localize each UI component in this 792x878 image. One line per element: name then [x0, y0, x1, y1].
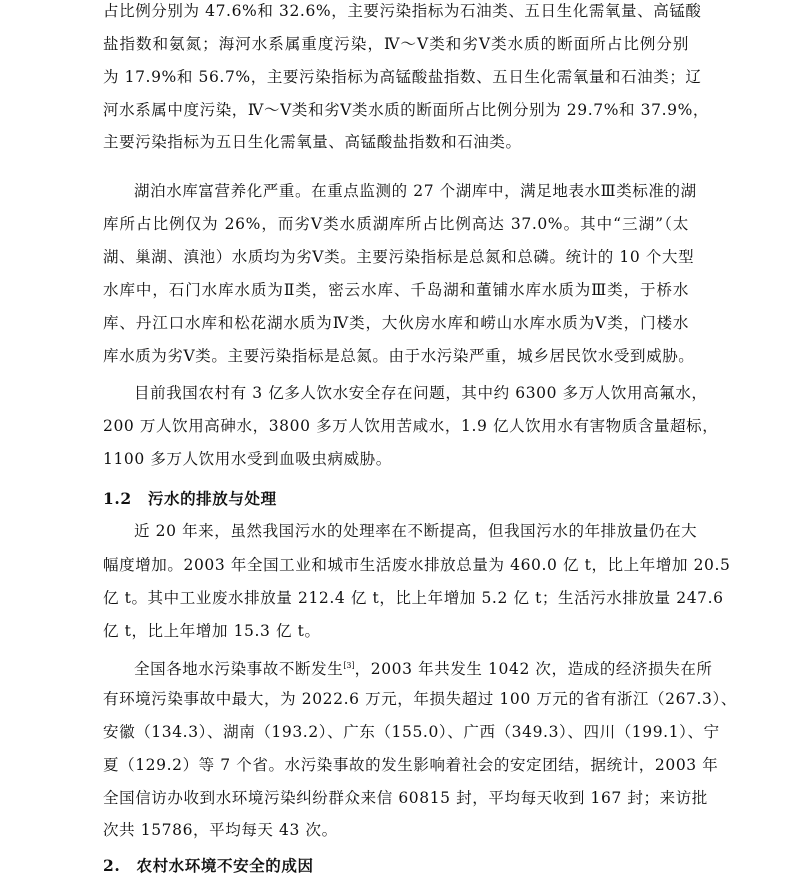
para1-line-4: 河水系属中度污染，Ⅳ～Ⅴ类和劣Ⅴ类水质的断面所占比例分别为 29.7%和 37.9%，: [103, 101, 710, 119]
para3-line-3: 1100 多万人饮用水受到血吸虫病威胁。: [103, 450, 392, 468]
para2-line-5: 库、丹江口水库和松花湖水质为Ⅳ类，大伙房水库和崂山水库水质为Ⅴ类，门楼水: [103, 314, 689, 332]
citation-ref: [3]: [343, 661, 355, 670]
para4-line-4: 亿 t，比上年增加 15.3 亿 t。: [103, 622, 321, 640]
para5-line-2: 有环境污染事故中最大，为 2022.6 万元，年损失超过 100 万元的省有浙江（267.3）、: [103, 690, 737, 708]
section-heading-1-2: 1.2 污水的排放与处理: [103, 489, 277, 508]
para5-line-5: 全国信访办收到水环境污染纠纷群众来信 60815 封，平均每天收到 167 封；来访批: [103, 789, 708, 807]
para1-line-2: 盐指数和氨氮；海河水系属重度污染，Ⅳ～Ⅴ类和劣Ⅴ类水质的断面所占比例分别: [103, 35, 689, 53]
para4-line-3: 亿 t。其中工业废水排放量 212.4 亿 t，比上年增加 5.2 亿 t；生活污水排放量 247.6: [103, 589, 724, 607]
para2-line-1: 湖泊水库富营养化严重。在重点监测的 27 个湖库中，满足地表水Ⅲ类标准的湖: [134, 182, 697, 200]
para2-line-6: 库水质为劣Ⅴ类。主要污染指标是总氮。由于水污染严重，城乡居民饮水受到威胁。: [103, 347, 695, 365]
para5-line-6: 次共 15786，平均每天 43 次。: [103, 821, 338, 839]
section-heading-2: 2. 农村水环境不安全的成因: [103, 856, 314, 875]
para1-line-3: 为 17.9%和 56.7%，主要污染指标为高锰酸盐指数、五日生化需氧量和石油类；辽: [103, 68, 702, 86]
para3-line-2: 200 万人饮用高砷水，3800 多万人饮用苦咸水，1.9 亿人饮用水有害物质含量超标，: [103, 417, 719, 435]
para1-line-5: 主要污染指标为五日生化需氧量、高锰酸盐指数和石油类。: [103, 133, 522, 151]
para3-line-1: 目前我国农村有 3 亿多人饮水安全存在问题，其中约 6300 多万人饮用高氟水，: [134, 384, 708, 402]
para5-line-3: 安徽（134.3）、湖南（193.2）、广东（155.0）、广西（349.3）、四川（199.1）、宁: [103, 723, 720, 741]
para2-line-3: 湖、巢湖、滇池）水质均为劣Ⅴ类。主要污染指标是总氮和总磷。统计的 10 个大型: [103, 248, 695, 266]
para5-line-1-text-a: 全国各地水污染事故不断发生: [134, 660, 344, 679]
para5-line-1-text-b: ，2003 年共发生 1042 次，造成的经济损失在所: [354, 660, 713, 679]
para4-line-1: 近 20 年来，虽然我国污水的处理率在不断提高，但我国污水的年排放量仍在大: [134, 522, 698, 540]
para4-line-2: 幅度增加。2003 年全国工业和城市生活废水排放总量为 460.0 亿 t，比上年增加 20.5: [103, 556, 731, 574]
para1-line-1: 占比例分别为 47.6%和 32.6%，主要污染指标为石油类、五日生化需氧量、高锰酸: [103, 2, 702, 20]
para2-line-2: 库所占比例仅为 26%，而劣Ⅴ类水质湖库所占比例高达 37.0%。其中“三湖”（太: [103, 215, 689, 233]
para2-line-4: 水库中，石门水库水质为Ⅱ类，密云水库、千岛湖和董铺水库水质为Ⅲ类，于桥水: [103, 281, 689, 299]
para5-line-1: [134, 656, 713, 679]
para5-line-4: 夏（129.2）等 7 个省。水污染事故的发生影响着社会的安定团结，据统计，2003 年: [103, 756, 719, 774]
